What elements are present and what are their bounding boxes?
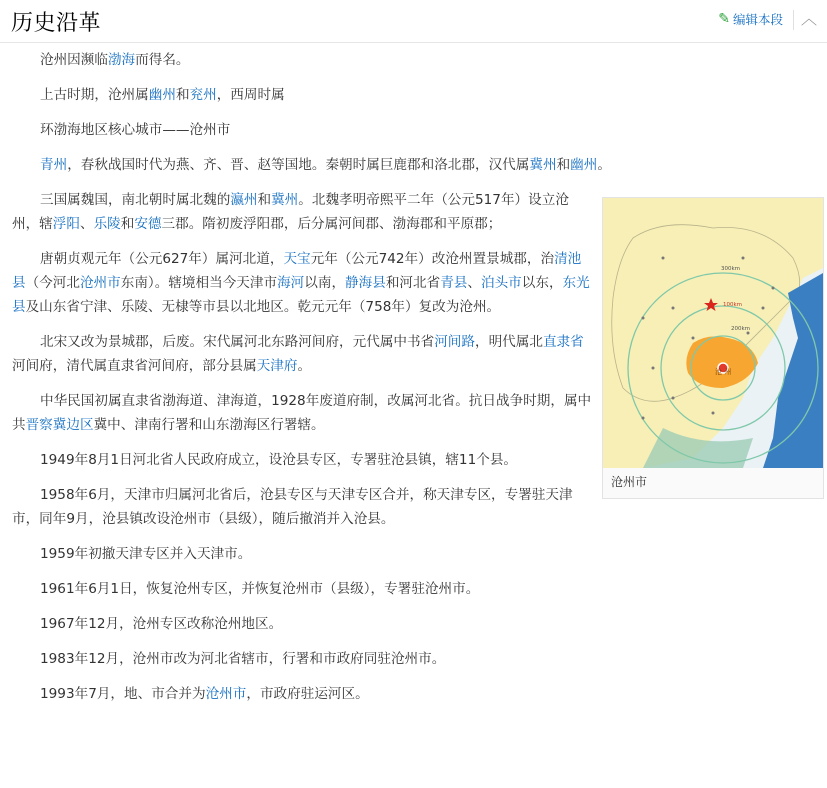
- text-span: 1949年8月1日河北省人民政府成立，设沧县专区，专署驻沧县镇，辖11个县。: [40, 452, 518, 468]
- inline-link[interactable]: 东光县: [12, 275, 590, 315]
- paragraph: [12, 48, 824, 72]
- text-span: 河间府，清代属直隶省河间府，部分县属: [12, 358, 257, 374]
- inline-link[interactable]: 天宝: [283, 251, 311, 267]
- paragraph: [12, 118, 824, 142]
- text-span: 和: [175, 87, 190, 103]
- text-span: 和: [556, 157, 571, 173]
- text-span: ，市政府驻运河区。: [246, 686, 369, 702]
- text-span: 中华民国初属直隶省渤海道、津海道，1928年废道府制，改属河北省。抗日战争时期，属中共: [12, 393, 592, 433]
- text-span: 、: [79, 216, 94, 232]
- paragraph: [12, 612, 824, 636]
- text-span: 和: [120, 216, 135, 232]
- text-span: 和河北省: [385, 275, 441, 291]
- inline-link[interactable]: 沧州市: [79, 275, 121, 291]
- inline-link[interactable]: 静海县: [345, 275, 386, 291]
- paragraph: [12, 682, 824, 706]
- text-span: 1993年7月，地、市合并为: [40, 686, 206, 702]
- header-divider: [793, 10, 794, 30]
- inline-link[interactable]: 兖州: [189, 87, 217, 103]
- cangzhou-map-image: [603, 198, 823, 468]
- section-header: [0, 0, 827, 43]
- text-span: （今河北: [25, 275, 80, 291]
- chevron-up-icon: ︿: [800, 9, 817, 28]
- text-span: 冀中、津南行署和山东渤海区行署辖。: [93, 417, 325, 433]
- inline-link[interactable]: 河间路: [434, 334, 475, 350]
- inline-link[interactable]: 海河: [277, 275, 305, 291]
- inline-link[interactable]: 幽州: [570, 157, 598, 173]
- paragraph: [12, 542, 824, 566]
- inline-link[interactable]: 渤海: [107, 52, 136, 68]
- paragraph: [12, 647, 824, 671]
- inline-link[interactable]: 清池县: [12, 251, 582, 291]
- inline-link[interactable]: 瀛州: [230, 192, 258, 208]
- text-span: 和: [257, 192, 272, 208]
- inline-link[interactable]: 直隶省: [542, 334, 584, 350]
- text-span: 北宋又改为景城郡，后废。宋代属河北东路河间府，元代属中书省: [40, 334, 435, 350]
- figure-caption: 沧州市: [611, 475, 648, 489]
- text-span: 三国属魏国，南北朝时属北魏的: [40, 192, 231, 208]
- inline-link[interactable]: 沧州市: [205, 686, 247, 702]
- text-span: 以东，: [521, 275, 563, 291]
- text-span: 及山东省宁津、乐陵、无棣等市县以北地区。乾元元年（758年）复改为沧州。: [25, 299, 501, 315]
- text-span: ，明代属北: [475, 334, 543, 350]
- inline-link[interactable]: 幽州: [148, 87, 176, 103]
- text-span: 1967年12月，沧州专区改称沧州地区。: [40, 616, 283, 632]
- map-city-label: 沧 州: [715, 368, 732, 376]
- inline-link[interactable]: 安德: [134, 216, 162, 232]
- text-span: 唐朝贞观元年（公元627年）属河北道，: [40, 251, 284, 267]
- text-span: 而得名。: [135, 52, 190, 68]
- edit-section-button[interactable]: [718, 10, 783, 28]
- text-span: ，西周时属: [216, 87, 285, 103]
- text-span: 1983年12月，沧州市改为河北省辖市，行署和市政府同驻沧州市。: [40, 651, 446, 667]
- map-figure[interactable]: [602, 197, 824, 499]
- inline-link[interactable]: 青州: [40, 157, 68, 173]
- section-content: [12, 48, 824, 717]
- inline-link[interactable]: 泊头市: [480, 275, 522, 291]
- pencil-icon: ✎: [718, 11, 730, 27]
- text-span: 、: [467, 275, 481, 291]
- text-span: 三郡。隋初废浮阳郡，后分属河间郡、渤海郡和平原郡；: [161, 216, 502, 232]
- section-title: 历史沿革: [11, 11, 102, 36]
- text-span: 。北魏孝明帝熙平二年（公元517年）设立沧州，辖: [12, 192, 569, 232]
- map-ring-label: 100km: [723, 302, 743, 308]
- text-span: 以南，: [304, 275, 346, 291]
- paragraph: [12, 577, 824, 601]
- inline-link[interactable]: 冀州: [529, 157, 557, 173]
- text-span: 沧州因濒临: [40, 52, 108, 68]
- collapse-button[interactable]: [797, 6, 821, 32]
- paragraph: [12, 83, 824, 107]
- text-span: 。: [597, 157, 611, 173]
- inline-link[interactable]: 冀州: [271, 192, 299, 208]
- text-span: 1959年初撤天津专区并入天津市。: [40, 546, 252, 562]
- text-span: 1958年6月，天津市归属河北省后，沧县专区与天津专区合并，称天津专区，专署驻天津市，同年9月，沧县镇改设沧州市（县级），随后撤消并入沧县。: [12, 487, 573, 527]
- text-span: 上古时期，沧州属: [40, 87, 149, 103]
- inline-link[interactable]: 青县: [440, 275, 468, 291]
- text-span: 元年（公元742年）改沧州置景城郡，治: [310, 251, 555, 267]
- paragraph: [12, 153, 824, 177]
- map-ring-label: 200km: [731, 326, 751, 332]
- text-span: 。: [297, 358, 312, 374]
- inline-link[interactable]: 天津府: [256, 358, 298, 374]
- text-span: 1961年6月1日，恢复沧州专区，并恢复沧州市（县级），专署驻沧州市。: [40, 581, 480, 597]
- inline-link[interactable]: 浮阳: [52, 216, 80, 232]
- edit-section-label: 编辑本段: [732, 12, 783, 27]
- text-span: 东南）。辖境相当今天津市: [120, 275, 278, 291]
- inline-link[interactable]: 乐陵: [93, 216, 121, 232]
- text-span: 环渤海地区核心城市——沧州市: [40, 122, 231, 138]
- map-ring-label: 300km: [721, 266, 741, 272]
- inline-link[interactable]: 晋察冀边区: [25, 417, 94, 433]
- text-span: ，春秋战国时代为燕、齐、晋、赵等国地。秦朝时属巨鹿郡和洛北郡，汉代属: [67, 157, 530, 173]
